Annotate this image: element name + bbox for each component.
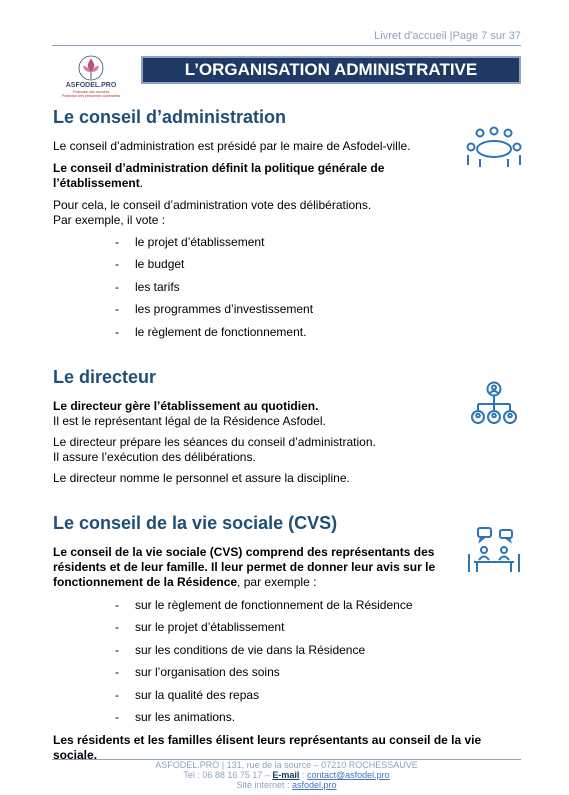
dash-bullet: -	[115, 620, 119, 635]
list-item	[53, 665, 493, 687]
paragraph	[53, 399, 483, 429]
text-line: l’établissement	[53, 176, 140, 190]
text-line: Il est le représentant légal de la Résidence Asfodel.	[53, 414, 326, 428]
list-item-text: sur les animations.	[135, 709, 236, 724]
text-line: Le directeur prépare les séances du conseil d’administration.	[53, 435, 376, 449]
text-line: résidents et de leur famille. Il leur permet de donner leur avis sur le	[53, 560, 436, 574]
page-title: L’ORGANISATION ADMINISTRATIVE	[141, 56, 521, 84]
logo-name: ASFODEL.PRO	[65, 82, 117, 89]
list-item	[53, 257, 483, 279]
closing-paragraph: Les résidents et les familles élisent leurs représentants au conseil de la vie sociale.	[53, 733, 482, 763]
list-item-text: sur le règlement de fonctionnement de la Résidence	[135, 598, 413, 612]
text-line: Le conseil de la vie sociale (CVS) comprend des représentants des	[53, 545, 435, 559]
heading-directeur: Le directeur	[53, 367, 157, 387]
footer-email-link[interactable]: contact@asfodel.pro	[306, 770, 390, 780]
header-divider	[52, 45, 521, 46]
list-item-text: les tarifs	[135, 279, 180, 294]
list-item	[53, 280, 483, 302]
vote-list	[53, 235, 483, 347]
list-item	[53, 302, 483, 324]
logo-subtitle-2: Protection des personnes vulnérables	[61, 94, 121, 98]
header-page-info: Livret d'accueil |Page 7 sur 37	[374, 30, 521, 42]
dash-bullet: -	[115, 279, 119, 294]
paragraph	[53, 198, 483, 228]
text-line: Par exemple, il vote :	[53, 213, 166, 227]
list-item-text: sur l’organisation des soins	[135, 665, 280, 680]
footer-site	[52, 780, 521, 790]
list-item-text: les programmes d’investissement	[135, 302, 314, 317]
discussion-group-icon	[466, 526, 522, 574]
dash-bullet: -	[115, 665, 119, 680]
section-cvs	[53, 513, 493, 763]
text-line: , par exemple :	[237, 575, 317, 589]
list-item	[53, 325, 483, 347]
heading-cvs: Le conseil de la vie sociale (CVS)	[53, 513, 338, 533]
footer	[52, 760, 521, 790]
dash-bullet: -	[115, 642, 119, 657]
text-line: fonctionnement de la Résidence	[53, 575, 238, 589]
text-punct: .	[139, 176, 144, 190]
meeting-table-icon	[466, 125, 522, 169]
footer-email-sep: :	[299, 770, 307, 780]
paragraph-bold	[53, 161, 483, 191]
list-item	[53, 710, 493, 732]
asfodel-logo	[58, 52, 124, 106]
logo-subtitle-1: Protection des données	[72, 90, 110, 94]
dash-bullet: -	[115, 687, 119, 702]
list-item	[53, 643, 493, 665]
list-item-text: le règlement de fonctionnement.	[135, 324, 307, 339]
dash-bullet: -	[115, 257, 119, 272]
dash-bullet: -	[115, 598, 119, 612]
list-item	[53, 598, 493, 620]
footer-site-label: Site internet :	[236, 780, 292, 790]
dash-bullet: -	[115, 302, 119, 317]
list-item	[53, 620, 493, 642]
dash-bullet: -	[115, 235, 119, 249]
footer-site-link[interactable]: asfodel.pro	[292, 780, 337, 790]
org-chart-icon	[471, 381, 517, 427]
paragraph	[53, 435, 483, 465]
footer-contact	[52, 770, 521, 780]
footer-email-label: E-mail	[272, 770, 300, 780]
list-item-text: sur la qualité des repas	[135, 687, 260, 702]
text-line: Le directeur gère l’établissement au quotidien.	[53, 399, 319, 413]
footer-tel: Tel : 06 88 16 75 17 –	[183, 770, 273, 780]
list-item	[53, 235, 483, 257]
heading-conseil-administration: Le conseil d’administration	[53, 107, 287, 127]
section-conseil-administration	[53, 107, 483, 347]
list-item-text: sur les conditions de vie dans la Résidence	[135, 642, 366, 657]
list-item-text: le projet d’établissement	[135, 235, 265, 249]
footer-address: ASFODEL.PRO | 131, rue de la source – 07210 ROCHESSAUVE	[155, 760, 418, 770]
paragraph	[53, 545, 493, 590]
paragraph: Le directeur nomme le personnel et assure la discipline.	[53, 471, 350, 485]
list-item	[53, 688, 493, 710]
text-line: Il assure l’exécution des délibérations.	[53, 450, 256, 464]
dash-bullet: -	[115, 324, 119, 339]
list-item-text: le budget	[135, 257, 185, 272]
paragraph: Le conseil d’administration est présidé par le maire de Asfodel-ville.	[53, 139, 411, 153]
text-line: Le conseil d’administration définit la politique générale de	[53, 161, 385, 175]
text-line: Pour cela, le conseil d’administration vote des délibérations.	[53, 198, 372, 212]
cvs-list	[53, 598, 493, 732]
list-item-text: sur le projet d’établissement	[135, 620, 285, 635]
dash-bullet: -	[115, 709, 119, 724]
logo-emblem-icon	[74, 52, 108, 82]
section-directeur	[53, 367, 483, 486]
